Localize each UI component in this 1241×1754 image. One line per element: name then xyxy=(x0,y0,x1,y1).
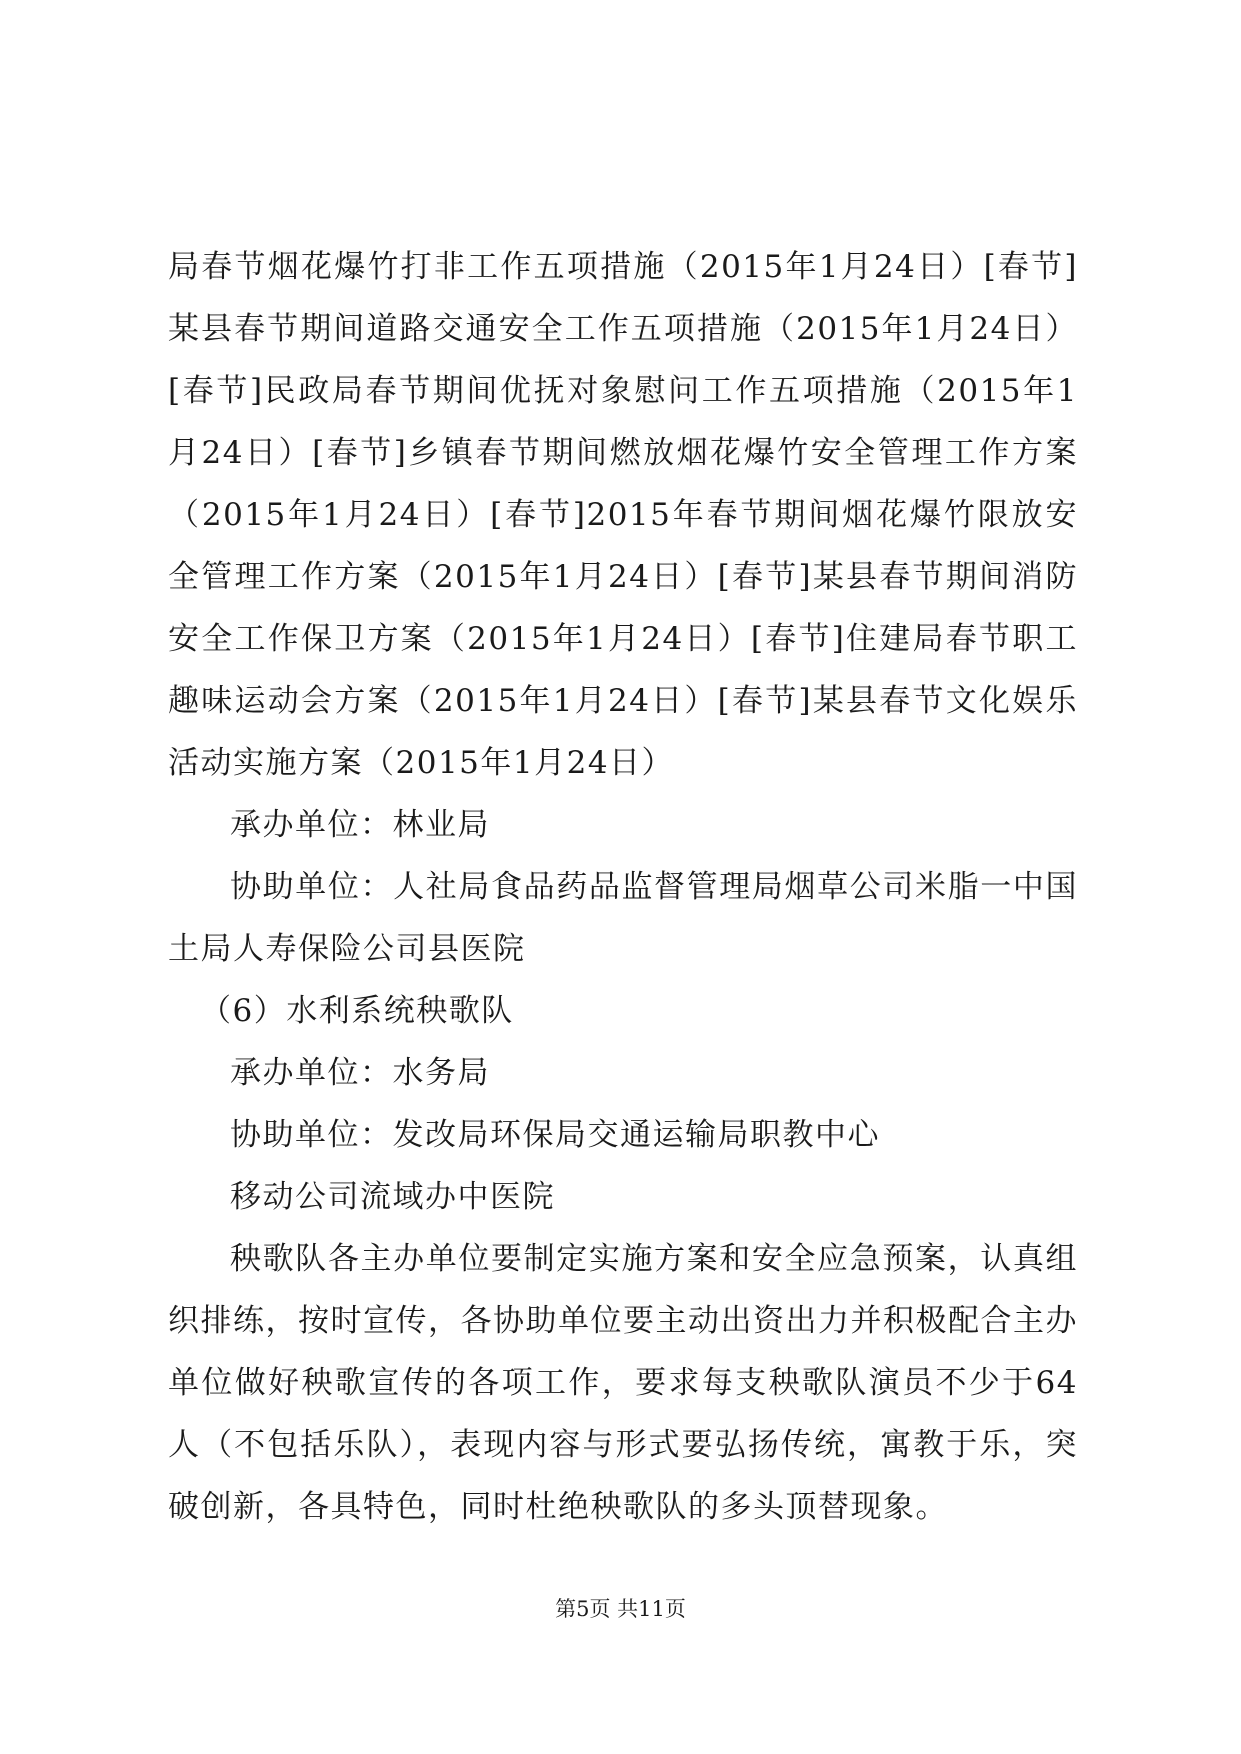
paragraph-section-heading-6: （6）水利系统秧歌队 xyxy=(200,993,514,1029)
document-body xyxy=(168,236,1078,1538)
paragraph-assist-units-2-cont: 移动公司流域办中医院 xyxy=(230,1179,555,1215)
paragraph-host-unit-water: 承办单位：水务局 xyxy=(230,1055,490,1091)
paragraph-event-list: 局春节烟花爆竹打非工作五项措施（2015年1月24日）[春节]某县春节期间道路交通安全工作五项措施（2015年1月24日）[春节]民政局春节期间优抚对象慰问工作五项措施（2015年1月24日）[春节]乡镇春节期间燃放烟花爆竹安全管理工作方案（2015年1月24日）[春节]2015年春节期间烟花爆竹限放安全管理工作方案（2015年1月24日）[春节]某县春节期间消防安全工作保卫方案（2015年1月24日）[春节]住建局春节职工趣味运动会方案（2015年1月24日）[春节]某县春节文化娱乐活动实施方案（2015年1月24日） xyxy=(168,249,1078,781)
page-number-footer: 第5页 共11页 xyxy=(555,1597,686,1621)
paragraph-host-unit-forestry: 承办单位：林业局 xyxy=(230,807,490,843)
paragraph-assist-units-2: 协助单位：发改局环保局交通运输局职教中心 xyxy=(230,1117,880,1153)
paragraph-assist-units-1: 协助单位：人社局食品药品监督管理局烟草公司米脂一中国土局人寿保险公司县医院 xyxy=(168,869,1078,967)
paragraph-requirements: 秧歌队各主办单位要制定实施方案和安全应急预案，认真组织排练，按时宣传，各协助单位要主动出资出力并积极配合主办单位做好秧歌宣传的各项工作，要求每支秧歌队演员不少于64人（不包括乐队），表现内容与形式要弘扬传统，寓教于乐，突破创新，各具特色，同时杜绝秧歌队的多头顶替现象。 xyxy=(168,1241,1078,1525)
